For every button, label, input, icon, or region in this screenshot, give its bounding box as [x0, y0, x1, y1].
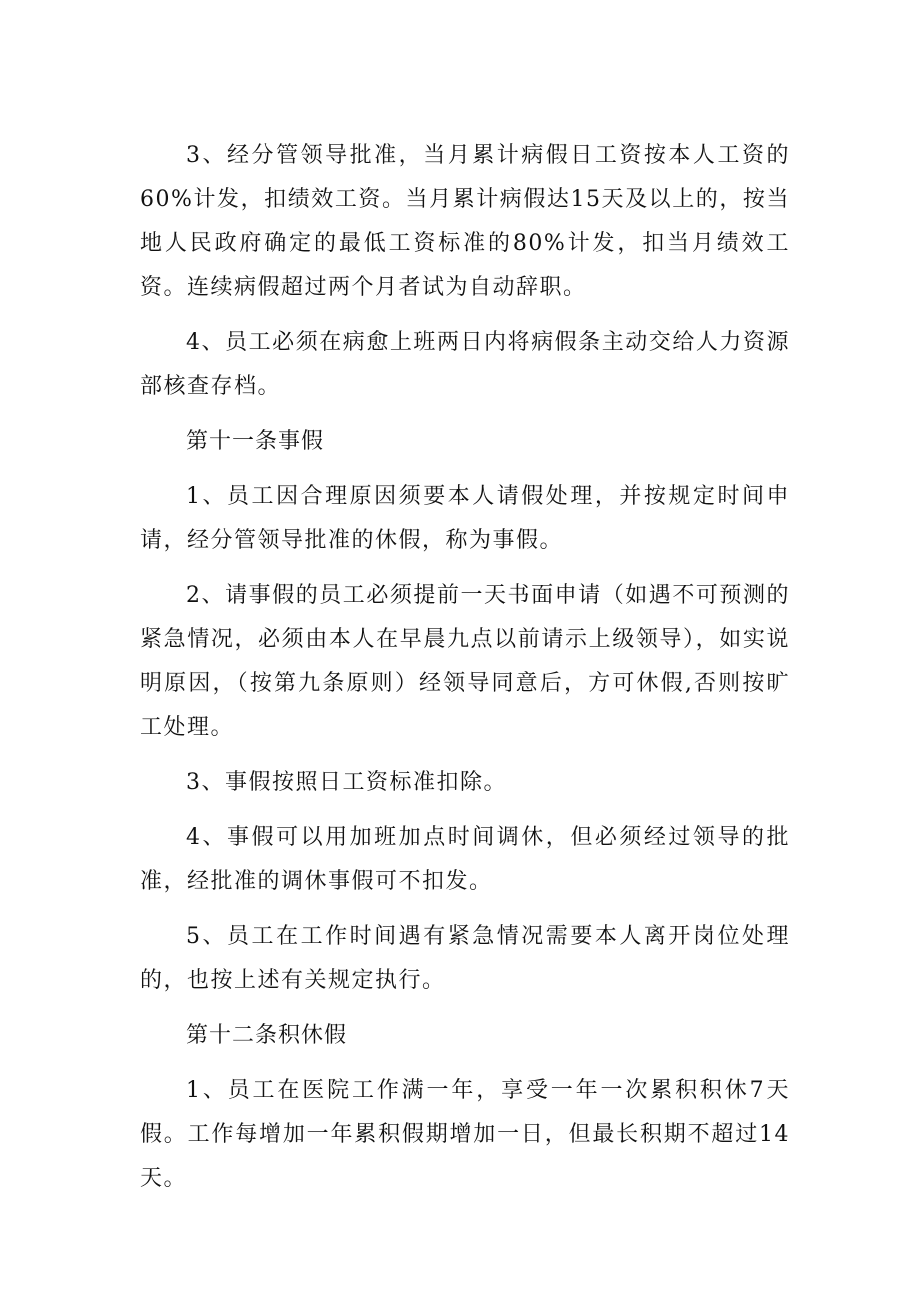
paragraph-emergency-leave: 5、员工在工作时间遇有紧急情况需要本人离开岗位处理的，也按上述有关规定执行。	[140, 924, 790, 993]
section-heading-personal-leave: 第十一条事假	[186, 429, 325, 454]
paragraph-personal-leave-compensation: 4、事假可以用加班加点时间调休，但必须经过领导的批准，经批准的调休事假可不扣发。	[140, 825, 790, 894]
paragraph-personal-leave-definition: 1、员工因合理原因须要本人请假处理，并按规定时间申请，经分管领导批准的休假，称为事假。	[140, 484, 790, 553]
paragraph-personal-leave-application: 2、请事假的员工必须提前一天书面申请（如遇不可预测的紧急情况，必须由本人在早晨九点以前请示上级领导），如实说明原因，（按第九条原则）经领导同意后，方可休假,否则按旷工处理。	[140, 583, 790, 740]
paragraph-accrued-leave-rule: 1、员工在医院工作满一年，享受一年一次累积积休7天假。工作每增加一年累积假期增加一日，但最长积期不超过14天。	[140, 1078, 790, 1191]
paragraph-sick-note-submission: 4、员工必须在病愈上班两日内将病假条主动交给人力资源部核查存档。	[140, 330, 790, 399]
section-heading-accrued-leave: 第十二条积休假	[186, 1023, 348, 1048]
paragraph-personal-leave-deduction: 3、事假按照日工资标准扣除。	[186, 770, 507, 795]
document-body	[140, 134, 790, 1212]
paragraph-sick-leave-pay: 3、经分管领导批准，当月累计病假日工资按本人工资的60%计发，扣绩效工资。当月累计病假达15天及以上的，按当地人民政府确定的最低工资标准的80%计发，扣当月绩效工资。连续病假超过两个月者试为自动辞职。	[140, 143, 790, 300]
